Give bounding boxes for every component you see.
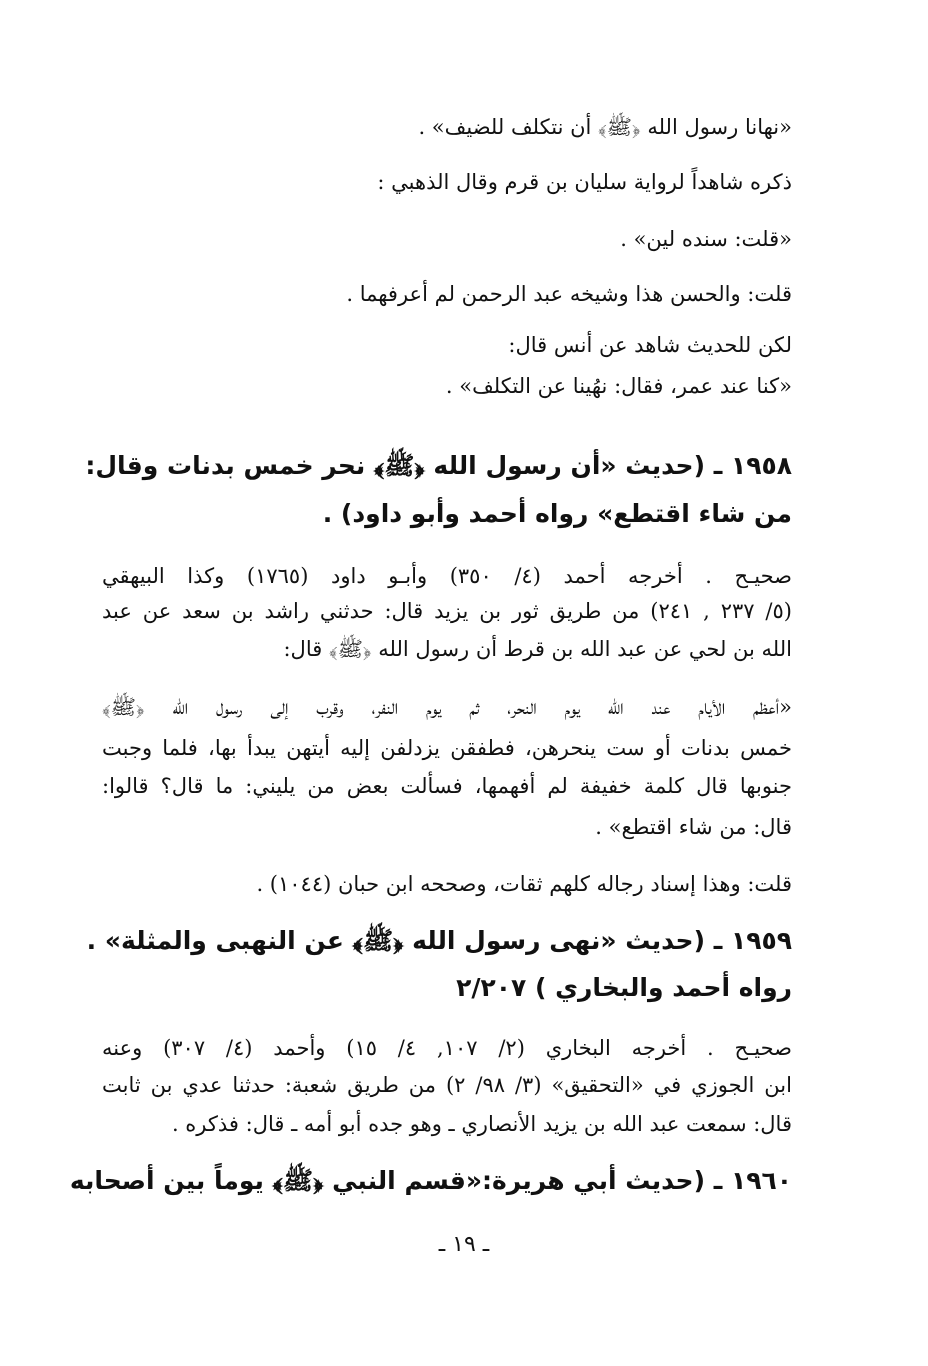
note-line: قلت: وهذا إسناد رجاله كلهم ثقات، وصححه ابن حبان (١٠٤٤) . xyxy=(256,872,792,896)
hadith-heading: رواه أحمد والبخاري ) ٢/٢٠٧ xyxy=(456,973,792,1002)
hadith-heading: ١٩٥٨ ـ (حديث «أن رسول الله ﴿ﷺ﴾ نحر خمس بدنات وقال: xyxy=(85,451,792,480)
takhrij-line: صحيـح . أخرجه أحمد (٤/ ٣٥٠) وأبـو داود (١٧٦٥) وكذا البيهقي xyxy=(102,564,792,588)
takhrij-line: الله بن لحي عن عبد الله بن قرط أن رسول الله ﴿ﷺ﴾ قال: xyxy=(283,637,792,661)
quote-line: قلت: والحسن هذا وشيخه عبد الرحمن لم أعرفهما . xyxy=(346,282,792,306)
takhrij-line: (٥/ ٢٣٧ , ٢٤١) من طريق ثور بن يزيد قال: حدثني راشد بن سعد عن عبد xyxy=(102,599,792,623)
quote-line: «نهانا رسول الله ﴿ﷺ﴾ أن نتكلف للضيف» . xyxy=(418,115,792,139)
takhrij-line: صحيـح . أخرجه البخاري (٢/ ١٠٧, ٤/ ١٥) وأحمد (٤/ ٣٠٧) وعنه xyxy=(102,1036,792,1060)
takhrij-line: قال: سمعت عبد الله بن يزيد الأنصاري ـ وهو جده أبو أمه ـ قال: فذكره . xyxy=(171,1112,792,1136)
hadith-text-line: «أعظم الأيام عند الله يوم النحر، ثم يوم النفر، وقرب إلى رسول الله ﴿ﷺ﴾ xyxy=(102,695,792,719)
hadith-heading: ١٩٥٩ ـ (حديث «نهى رسول الله ﴿ﷺ﴾ عن النهبى والمثلة» . xyxy=(86,926,792,955)
hadith-text-line: خمس بدنات أو ست ينحرهن، فطفقن يزدلفن إليه أيتهن يبدأ بها، فلما وجبت xyxy=(102,736,792,760)
hadith-text-line: جنوبها قال كلمة خفيفة لم أفهمها، فسألت بعض من يليني: ما قال؟ قالوا: xyxy=(102,774,792,798)
hadith-heading: ١٩٦٠ ـ (حديث أبي هريرة:«قسم النبي ﴿ﷺ﴾ يوماً بين أصحابه xyxy=(69,1166,792,1195)
hadith-heading: من شاء اقتطع» رواه أحمد وأبو داود) . xyxy=(322,499,792,528)
quote-line: «قلت: سنده لين» . xyxy=(620,227,792,251)
takhrij-line: ابن الجوزي في «التحقيق» (٣/ ٩٨/ ٢) من طريق شعبة: حدثنا عدي بن ثابت xyxy=(102,1073,792,1097)
quote-line: ذكره شاهداً لرواية سليان بن قرم وقال الذهبي : xyxy=(377,170,792,194)
quote-line: «كنا عند عمر، فقال: نهُينا عن التكلف» . xyxy=(445,374,792,398)
page-number: ـ ١٩ ـ xyxy=(438,1232,490,1257)
quote-line: لكن للحديث شاهد عن أنس قال: xyxy=(508,333,792,357)
hadith-text-line: قال: من شاء اقتطع» . xyxy=(595,815,792,839)
